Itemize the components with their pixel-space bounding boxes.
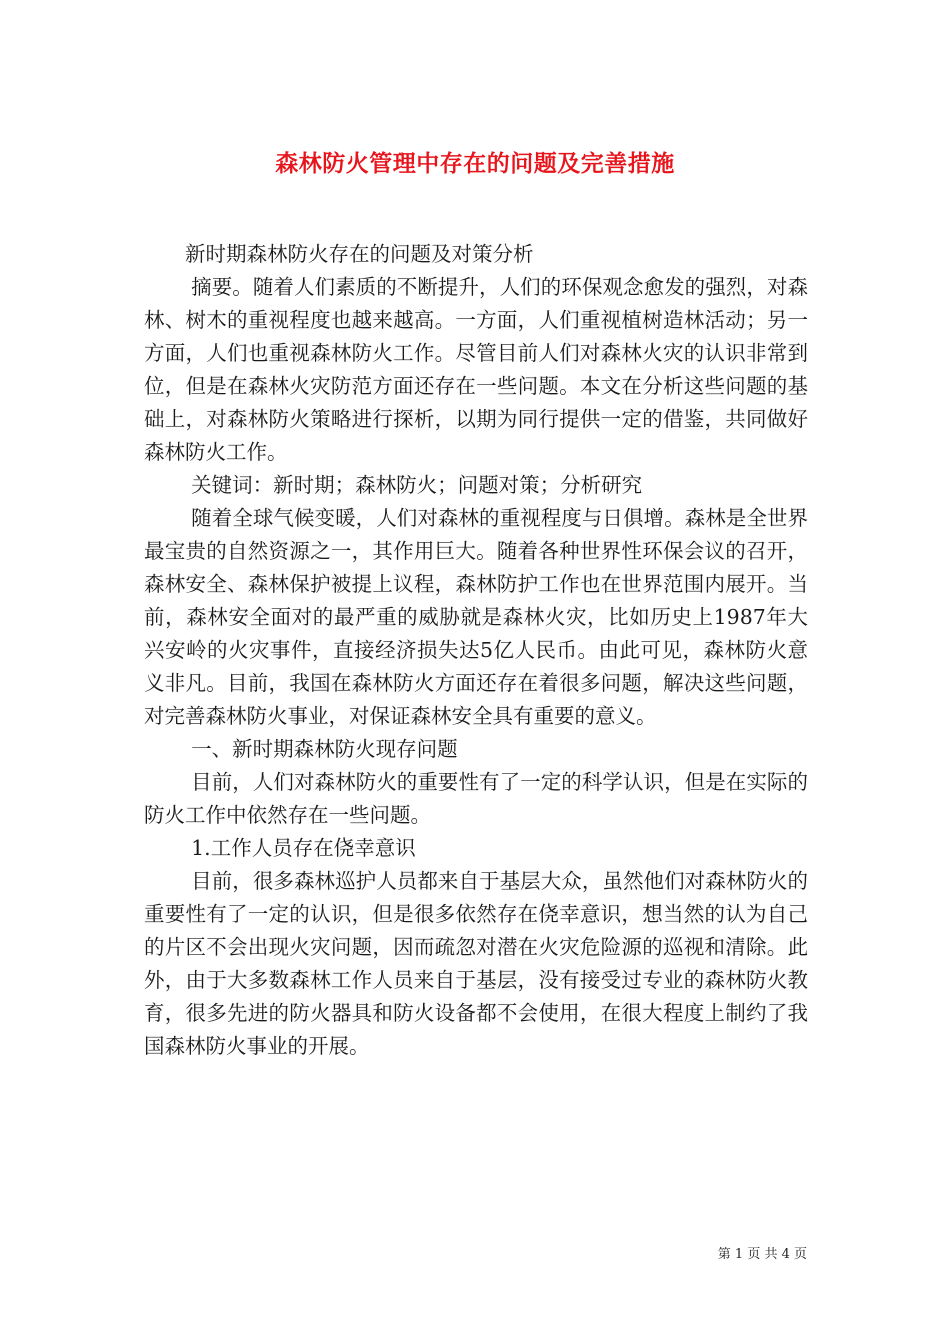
section-heading-1: 一、新时期森林防火现存问题 — [191, 737, 458, 761]
abstract-paragraph: 摘要。随着人们素质的不断提升，人们的环保观念愈发的强烈，对森林、树木的重视程度也越来越高。一方面，人们重视植树造林活动；另一方面，人们也重视森林防火工作。尽管目前人们对森林火灾的认识非常到位，但是在森林火灾防范方面还存在一些问题。本文在分析这些问题的基础上，对森林防火策略进行探析，以期为同行提供一定的借鉴，共同做好森林防火工作。 — [144, 275, 808, 464]
document-body — [144, 238, 808, 1063]
keywords-line: 关键词：新时期；森林防火；问题对策；分析研究 — [191, 473, 643, 497]
document-subtitle: 新时期森林防火存在的问题及对策分析 — [185, 242, 534, 266]
section-1-paragraph: 目前，人们对森林防火的重要性有了一定的科学认识，但是在实际的防火工作中依然存在一些问题。 — [144, 770, 808, 827]
subsection-1-paragraph: 目前，很多森林巡护人员都来自于基层大众，虽然他们对森林防火的重要性有了一定的认识，但是很多依然存在侥幸意识，想当然的认为自己的片区不会出现火灾问题，因而疏忽对潜在火灾危险源的巡视和清除。此外，由于大多数森林工作人员来自于基层，没有接受过专业的森林防火教育，很多先进的防火器具和防火设备都不会使用，在很大程度上制约了我国森林防火事业的开展。 — [144, 869, 808, 1058]
intro-paragraph: 随着全球气候变暖，人们对森林的重视程度与日俱增。森林是全世界最宝贵的自然资源之一，其作用巨大。随着各种世界性环保会议的召开，森林安全、森林保护被提上议程，森林防护工作也在世界范围内展开。当前，森林安全面对的最严重的威胁就是森林火灾，比如历史上1987年大兴安岭的火灾事件，直接经济损失达5亿人民币。由此可见，森林防火意义非凡。目前，我国在森林防火方面还存在着很多问题，解决这些问题，对完善森林防火事业，对保证森林安全具有重要的意义。 — [144, 506, 808, 728]
page-indicator: 第 1 页 共 4 页 — [717, 1247, 807, 1262]
subsection-heading-1: 1.工作人员存在侥幸意识 — [191, 836, 416, 860]
document-title: 森林防火管理中存在的问题及完善措施 — [275, 150, 675, 178]
